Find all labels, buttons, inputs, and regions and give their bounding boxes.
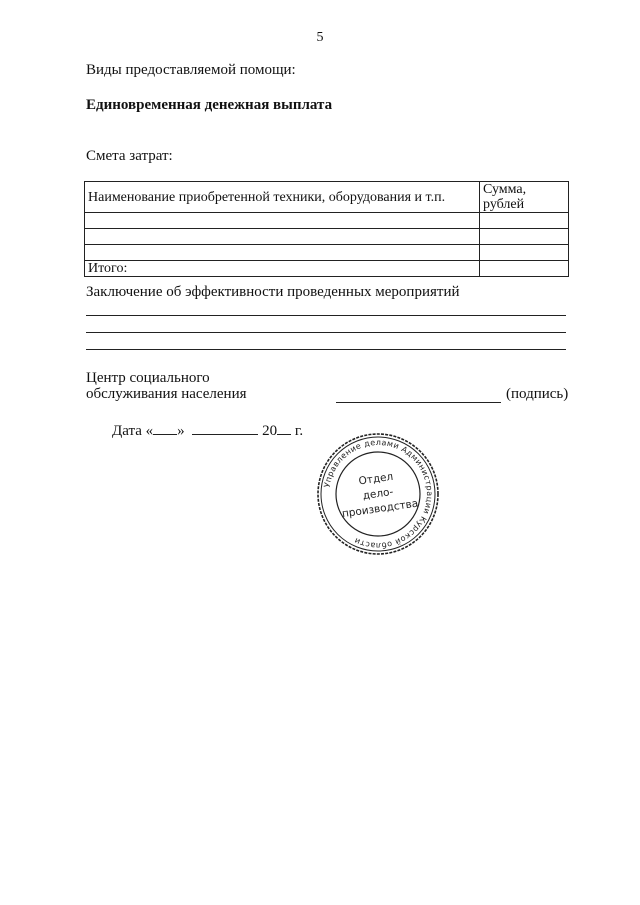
- year-prefix: 20: [262, 423, 278, 439]
- table-header-row: [85, 182, 569, 213]
- table-header-sum: Сумма, рублей: [480, 182, 569, 213]
- conclusion-line-3: [86, 349, 566, 350]
- table-row: [85, 213, 569, 229]
- stamp-center-line-1: Отдел: [357, 470, 394, 488]
- date-suffix: г.: [294, 423, 304, 439]
- signature-label: (подпись): [506, 386, 569, 402]
- cost-estimate-table: [84, 181, 569, 277]
- month-blank: [192, 434, 258, 435]
- table-cell: [85, 229, 480, 245]
- date-close-quote: »: [177, 423, 185, 439]
- estimate-label: Смета затрат:: [86, 148, 173, 164]
- table-total-label: Итого:: [85, 261, 480, 277]
- table-row: [85, 245, 569, 261]
- office-stamp: [316, 432, 440, 556]
- stamp-center-line-2: дело-: [361, 485, 395, 503]
- conclusion-label: Заключение об эффективности проведенных мероприятий: [86, 284, 460, 300]
- page-number: 5: [316, 30, 324, 45]
- assistance-type-title: Единовременная денежная выплата: [86, 97, 333, 113]
- table-row: [85, 229, 569, 245]
- table-total-row: [85, 261, 569, 277]
- stamp-center-line-3: производства: [341, 497, 419, 521]
- date-field: [112, 423, 303, 440]
- center-name-line2: обслуживания населения: [86, 386, 247, 402]
- table-cell: [480, 229, 569, 245]
- table-cell: [480, 245, 569, 261]
- assistance-types-label: Виды предоставляемой помощи:: [86, 62, 296, 78]
- table-total-value: [480, 261, 569, 277]
- date-prefix: Дата «: [112, 423, 154, 439]
- center-name-line1: Центр социального: [86, 370, 210, 386]
- day-blank: [153, 434, 177, 435]
- table-cell: [480, 213, 569, 229]
- table-header-name: Наименование приобретенной техники, оборудования и т.п.: [85, 182, 480, 213]
- table-cell: [85, 245, 480, 261]
- table-cell: [85, 213, 480, 229]
- year-blank: [277, 434, 291, 435]
- conclusion-line-2: [86, 332, 566, 333]
- stamp-ring-text: Управление делами Администрации Курской области: [322, 437, 435, 551]
- signature-line: [336, 402, 501, 403]
- conclusion-line-1: [86, 315, 566, 316]
